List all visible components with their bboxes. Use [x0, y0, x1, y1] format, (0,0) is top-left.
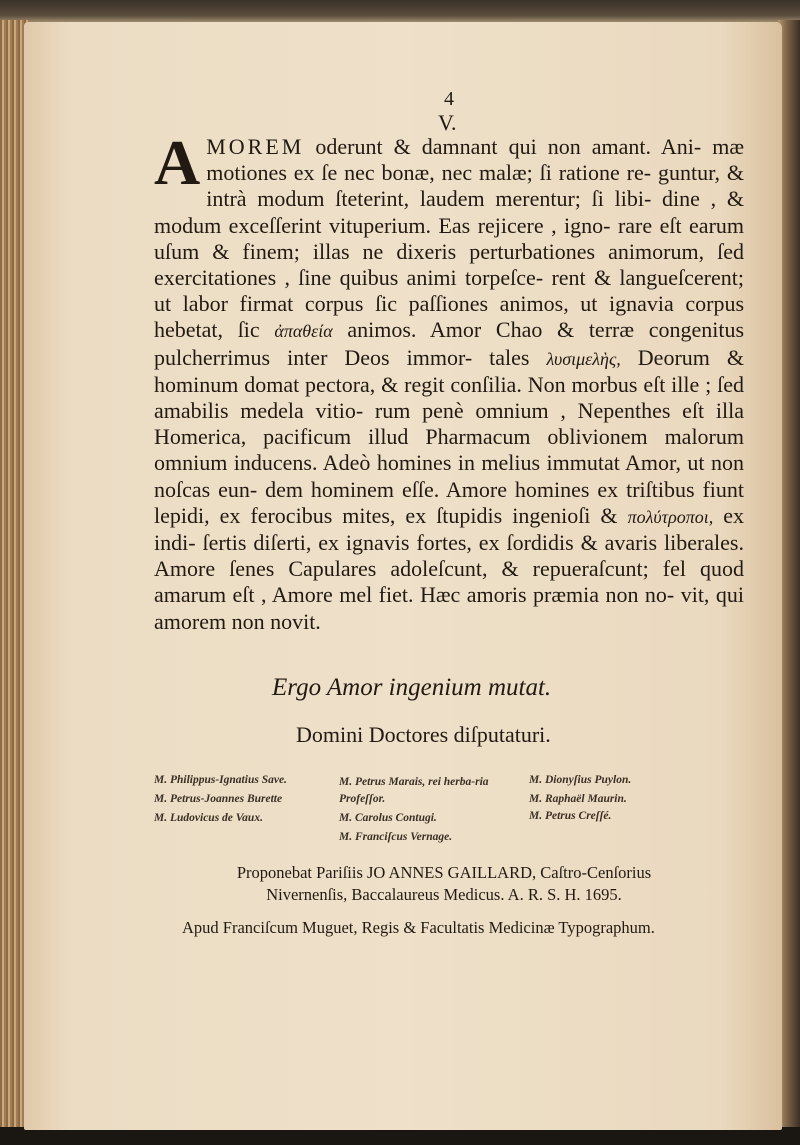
doctor-name: M. Dionyſius Puylon. [529, 774, 632, 786]
body-line: ex indi- [154, 502, 745, 556]
invitation-line: Domini Doctores diſputaturi. [296, 722, 551, 747]
doctors-column-1 [154, 774, 334, 831]
doctor-name: M. Petrus-Joannes Burette [154, 793, 283, 805]
body-line: Chao & terræ congenitus pulcherrimus inter Deos immor- [154, 317, 745, 370]
body-line: rum penè omnium , Nepenthes eſt illa Homerica, pacificum [154, 398, 744, 450]
section-heading: V. [438, 110, 457, 135]
body-line: Deorum & hominum domat pectora, & regit [154, 344, 744, 397]
body-line: ſertis diſerti, ex ignavis fortes, ex ſordidis & avaris liberales. [202, 530, 744, 556]
proponent-line: Proponebat Pariſiis JO ANNES GAILLARD, Caſtro-Cenſorius [236, 863, 652, 882]
printer-imprint: Apud Franciſcum Muguet, Regis & Facultatis Medicinæ Typographum. [182, 918, 655, 937]
doctor-name: M. Petrus Marais, rei herba-ria Profeſſor. [339, 776, 489, 805]
body-line: rent & langueſcerent; ut labor firmat corpus ſic paſſiones [154, 265, 744, 317]
doctor-name: M. Philippus-Ignatius Save. [154, 774, 287, 786]
body-line: oderunt & damnant qui non amant. Ani- [315, 134, 702, 159]
body-line: Amore ſenes Capulares adoleſcunt, & repueraſcunt; fel quod [154, 556, 744, 582]
body-line: ex ferocibus mites, ex ſtupidis ingenioſi & [219, 502, 618, 528]
body-line: rare eſt earum uſum & finem; illas ne dixeris perturbationes [154, 212, 745, 264]
body-line: amarum eſt , Amore mel fiet. Hæc amoris præmia non no- [154, 582, 675, 608]
body-line: dem hominem eſſe. Amore homines ex triſtibus fiunt lepidi, [154, 476, 744, 528]
body-line: animos. Amor [347, 317, 482, 343]
lead-word: MOREM [206, 134, 305, 159]
body-line: dine , & modum exceſſerint vituperium. Eas rejicere , igno- [154, 186, 744, 238]
drop-cap: A [154, 127, 201, 198]
greek-word: πολύτροποι, [627, 506, 714, 527]
page-number: 4 [444, 88, 454, 110]
body-line: vit, qui amorem non novit. [154, 582, 744, 634]
body-line: guntur, & intrà modum ſteterint, laudem merentur; ſi libi- [206, 160, 744, 212]
doctor-name: M. Franciſcus Vernage. [339, 831, 453, 843]
doctors-column-3 [529, 774, 699, 829]
doctor-name: M. Raphaël Maurin. [529, 793, 627, 805]
proponent-line: Nivernenſis, Baccalaureus Medicus. A. R. S. H. 1695. [266, 885, 622, 904]
book-page [24, 22, 782, 1130]
doctor-name: M. Petrus Creſſé. [529, 810, 612, 822]
doctors-column-2 [339, 774, 509, 850]
body-line: conſilia. Non morbus eſt ille ; ſed amabilis medela vitio- [154, 371, 744, 424]
body-line: mæ motiones ex ſe nec bonæ, nec malæ; ſi ratione re- [206, 134, 745, 186]
greek-word: λυσιμελὴς, [546, 348, 621, 369]
body-line: illud Pharmacum oblivionem malorum omnium inducens. [154, 424, 744, 476]
conclusion-line: Ergo Amor ingenium mutat. [272, 674, 552, 701]
thesis-body [154, 127, 745, 635]
proponent-block [184, 862, 704, 906]
body-line: animorum, ſed exercitationes , ſine quibus animi torpeſce- [154, 238, 745, 291]
doctor-name: M. Ludovicus de Vaux. [154, 812, 263, 824]
doctor-name: M. Carolus Contugi. [339, 812, 437, 824]
body-line: tales [489, 344, 530, 370]
body-line: Adeò homines in melius immutat Amor, ut non noſcas eun- [154, 450, 744, 502]
body-line: animos, ut ignavia corpus hebetat, ſic [154, 291, 745, 343]
greek-word: ἀπαθεία [274, 321, 333, 342]
